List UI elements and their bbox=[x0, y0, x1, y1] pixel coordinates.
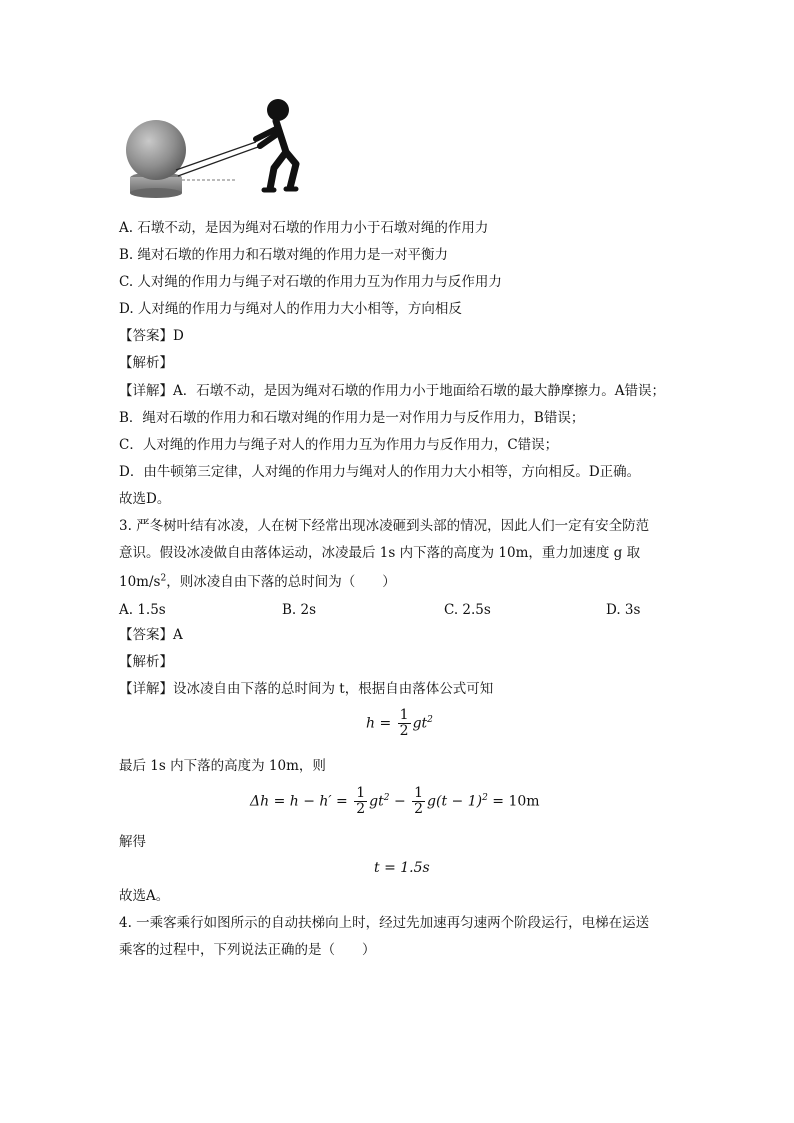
q3-detail: 【详解】设冰凌自由下落的总时间为 t，根据自由落体公式可知 bbox=[119, 681, 494, 697]
pier-ball bbox=[126, 120, 186, 180]
equation-result: t = 1.5s bbox=[374, 860, 430, 876]
q3-option-c: C. 2.5s bbox=[444, 602, 491, 618]
q3-stem-line2: 意识。假设冰凌做自由落体运动，冰凌最后 1s 内下落的高度为 10m，重力加速度 g 取 bbox=[119, 545, 641, 561]
q3-stem-line1: 3. 严冬树叶结有冰凌，人在树下经常出现冰凌砸到头部的情况，因此人们一定有安全防范 bbox=[119, 518, 650, 534]
q2-detail-c: C．人对绳的作用力与绳子对人的作用力互为作用力与反作用力，C错误； bbox=[119, 437, 559, 453]
rope bbox=[176, 142, 256, 170]
q3-text-last-second: 最后 1s 内下落的高度为 10m，则 bbox=[119, 758, 326, 774]
q3-option-d: D. 3s bbox=[606, 602, 641, 618]
q4-stem-line1: 4. 一乘客乘行如图所示的自动扶梯向上时，经过先加速再匀速两个阶段运行，电梯在运送 bbox=[119, 915, 650, 931]
q2-option-a: A. 石墩不动，是因为绳对石墩的作用力小于石墩对绳的作用力 bbox=[119, 220, 489, 236]
person-head bbox=[267, 99, 289, 121]
q3-analysis-heading: 【解析】 bbox=[119, 654, 173, 670]
q3-option-b: B. 2s bbox=[282, 602, 317, 618]
q3-solve-label: 解得 bbox=[119, 834, 146, 850]
q2-answer: 【答案】D bbox=[119, 328, 184, 344]
q2-analysis-heading: 【解析】 bbox=[119, 355, 173, 371]
q2-option-b: B. 绳对石墩的作用力和石墩对绳的作用力是一对平衡力 bbox=[119, 247, 449, 263]
q3-answer: 【答案】A bbox=[119, 627, 183, 643]
equation-last-second: Δh = h − h′ = $\frac{1}{2}$ $gt^2$ − $\frac{1}{2}$ $g(t - 1)^2 = 10m$ bbox=[250, 785, 540, 817]
q2-option-d: D. 人对绳的作用力与绳对人的作用力大小相等，方向相反 bbox=[119, 301, 462, 317]
q3-option-a: A. 1.5s bbox=[119, 602, 166, 618]
q2-detail-b: B．绳对石墩的作用力和石墩对绳的作用力是一对作用力与反作用力，B错误； bbox=[119, 410, 585, 426]
q3-stem-line3: $10m/s^2$，则冰凌自由下落的总时间为（ ） bbox=[119, 573, 396, 590]
q2-option-c: C. 人对绳的作用力与绳子对石墩的作用力互为作用力与反作用力 bbox=[119, 274, 502, 290]
stone-pier-figure bbox=[118, 92, 308, 200]
q2-conclusion: 故选D。 bbox=[119, 491, 171, 507]
q2-detail-a: 【详解】A．石墩不动，是因为绳对石墩的作用力小于地面给石墩的最大静摩擦力。A错误； bbox=[119, 383, 665, 399]
q4-stem-line2: 乘客的过程中，下列说法正确的是（ ） bbox=[119, 942, 376, 958]
q3-conclusion: 故选A。 bbox=[119, 888, 170, 904]
equation-free-fall: h = $\frac{1}{2}$ $gt^2$ bbox=[366, 707, 433, 739]
q2-detail-d: D．由牛顿第三定律，人对绳的作用力与绳对人的作用力大小相等，方向相反。D正确。 bbox=[119, 464, 641, 480]
